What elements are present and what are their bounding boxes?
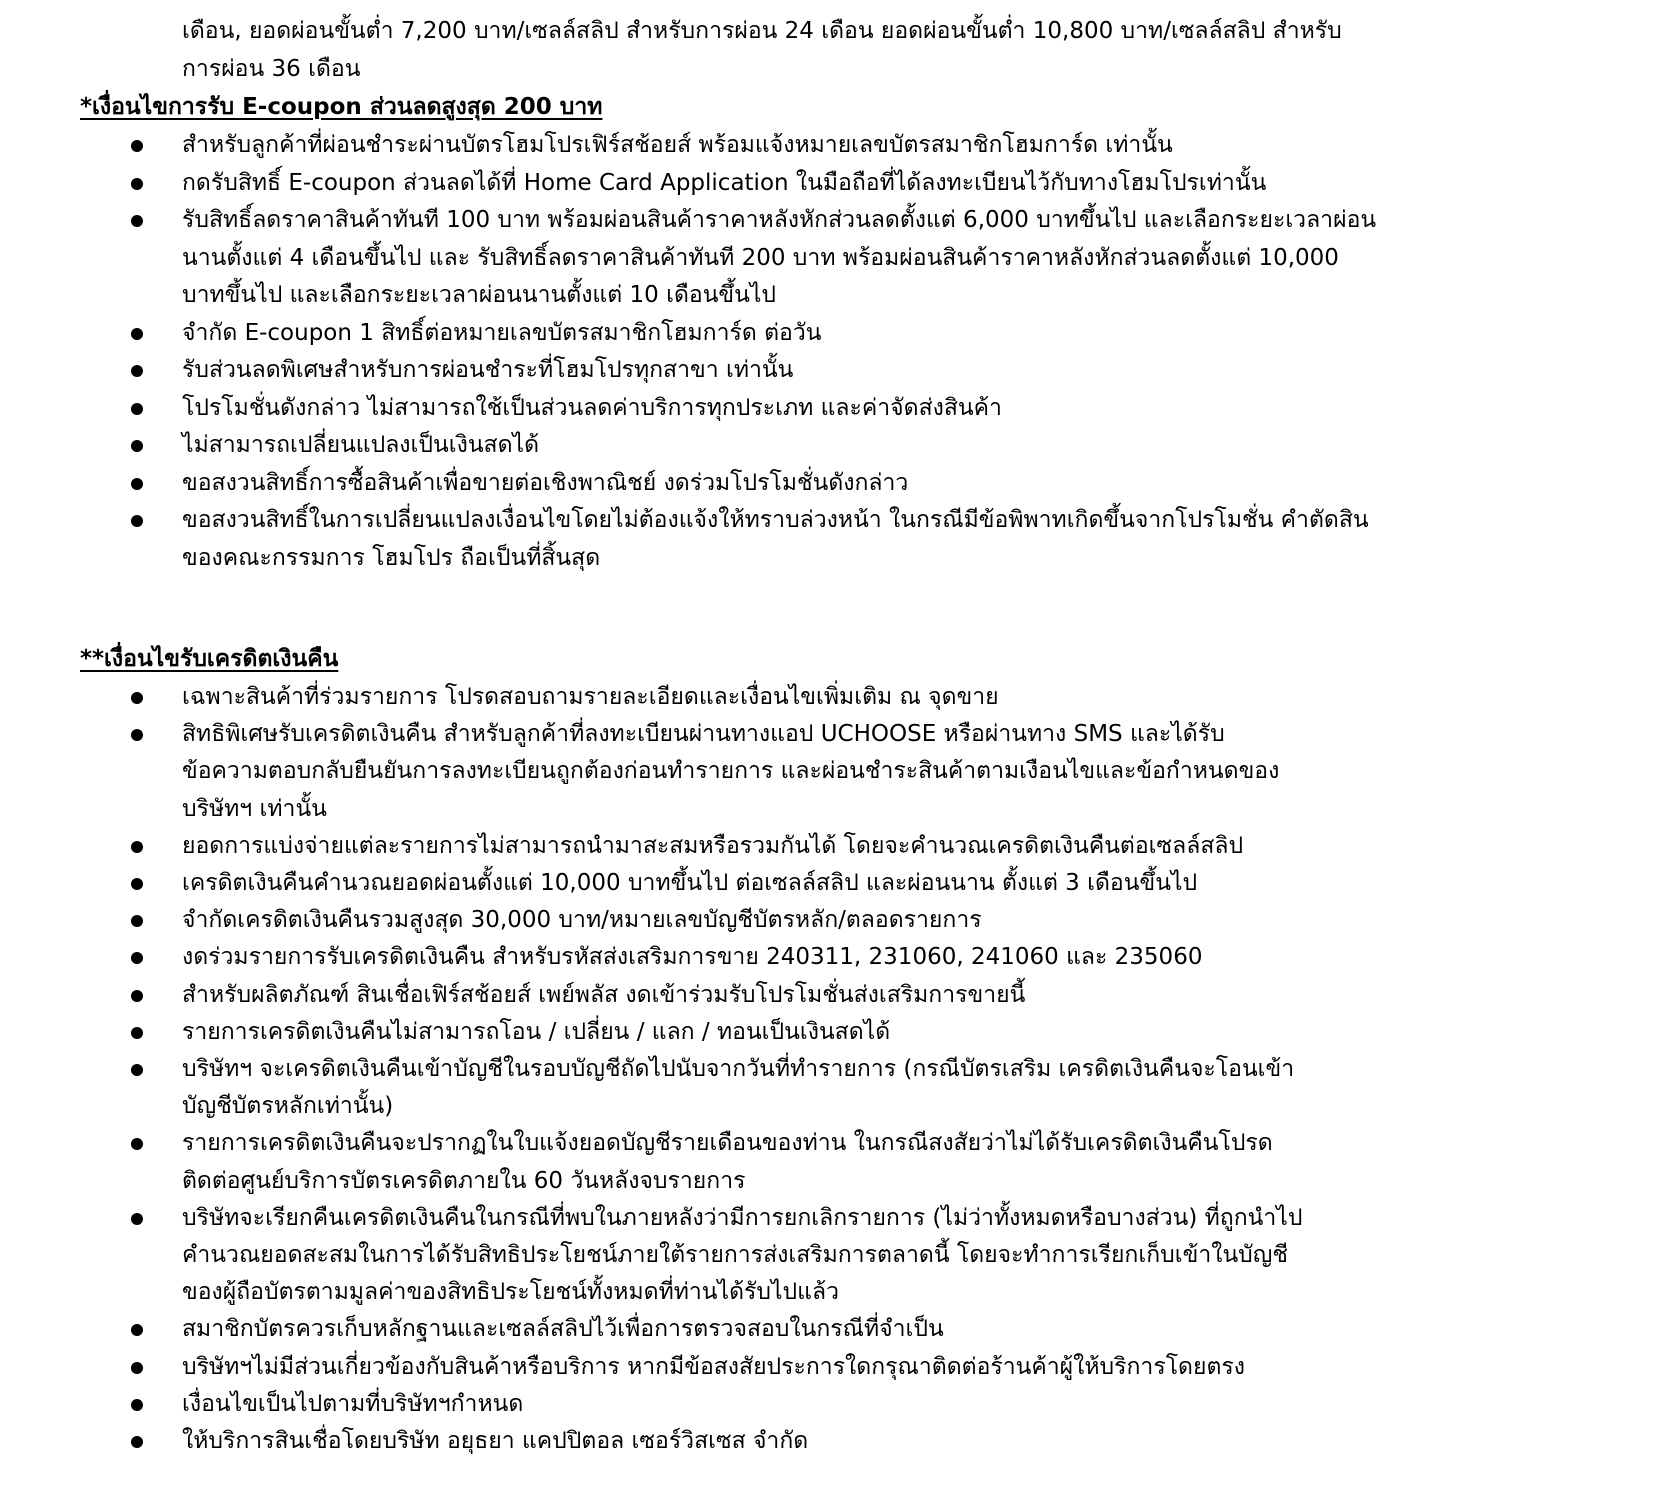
list-item-text: จำกัด E-coupon 1 สิทธิ์ต่อหมายเลขบัตรสมาชิกโฮมการ์ด ต่อวัน [182,319,822,346]
list-item-text: ขอสงวนสิทธิ์ในการเปลี่ยนแปลงเงื่อนไขโดยไม่ต้องแจ้งให้ทราบล่วงหน้า ในกรณีมีข้อพิพาทเกิดขึ้นจากโปรโมชั่น คำตัดสิน [182,507,1369,533]
list-item-text: สำหรับผลิตภัณฑ์ สินเชื่อเฟิร์สช้อยส์ เพย์พลัส งดเข้าร่วมรับโปรโมชั่นส่งเสริมการขายนี้ [182,981,1026,1008]
bullet-icon [131,1027,143,1039]
list-item-text: ของคณะกรรมการ โฮมโปร ถือเป็นที่สิ้นสุด [182,544,601,571]
bullet-icon [131,215,143,227]
list-item-text: รับสิทธิ์ลดราคาสินค้าทันที 100 บาท พร้อมผ่อนสินค้าราคาหลังหักส่วนลดตั้งแต่ 6,000 บาทขึ้นไป และเลือกระยะเวลาผ่อน [182,207,1377,233]
list-item-text: ยอดการแบ่งจ่ายแต่ละรายการไม่สามารถนำมาสะสมหรือรวมกันได้ โดยจะคำนวณเครดิตเงินคืนต่อเซลล์สลิป [182,832,1244,859]
bullet-icon [131,365,143,377]
list-item-text: บัญชีบัตรหลักเท่านั้น) [182,1093,394,1120]
list-item-text: โปรโมชั่นดังกล่าว ไม่สามารถใช้เป็นส่วนลดค่าบริการทุกประเภท และค่าจัดส่งสินค้า [182,394,1002,421]
bullet-icon [131,952,143,964]
list-item-text: สมาชิกบัตรควรเก็บหลักฐานและเซลล์สลิปไว้เพื่อการตรวจสอบในกรณีที่จำเป็น [182,1316,944,1343]
bullet-icon [131,1064,143,1076]
list-item-text: ของผู้ถือบัตรตามมูลค่าของสิทธิประโยชน์ทั้งหมดที่ท่านได้รับไปแล้ว [182,1279,839,1306]
bullet-icon [131,692,143,704]
bullet-icon [131,478,143,490]
bullet-icon [131,1399,143,1411]
bullet-icon [131,328,143,340]
list-item-text: บริษัทฯไม่มีส่วนเกี่ยวข้องกับสินค้าหรือบริการ หากมีข้อสงสัยประการใดกรุณาติดต่อร้านค้าผู้ให้บริการโดยตรง [182,1353,1245,1380]
bullet-icon [131,1324,143,1336]
bullet-icon [131,1436,143,1448]
list-item-text: รายการเครดิตเงินคืนไม่สามารถโอน / เปลี่ยน / แลก / ทอนเป็นเงินสดได้ [182,1018,891,1045]
list-item-text: งดร่วมรายการรับเครดิตเงินคืน สำหรับรหัสส่งเสริมการขาย 240311, 231060, 241060 และ 235060 [182,944,1203,971]
bullet-icon [131,515,143,527]
cashback-section-heading: **เงื่อนไขรับเครดิตเงินคืน [80,646,339,672]
list-item-text: เครดิตเงินคืนคำนวณยอดผ่อนตั้งแต่ 10,000 บาทขึ้นไป ต่อเซลล์สลิป และผ่อนนาน ตั้งแต่ 3 เดือนขึ้นไป [182,870,1198,896]
intro-line: เดือน, ยอดผ่อนขั้นต่ำ 7,200 บาท/เซลล์สลิป สำหรับการผ่อน 24 เดือน ยอดผ่อนขั้นต่ำ 10,800 บาท/เซลล์สลิป สำหรับ [182,18,1342,44]
bullet-icon [131,178,143,190]
bullet-icon [131,915,143,927]
list-item-text: กดรับสิทธิ์ E-coupon ส่วนลดได้ที่ Home Card Application ในมือถือที่ได้ลงทะเบียนไว้กับทางโฮมโปรเท่านั้น [182,169,1267,196]
list-item-text: สิทธิพิเศษรับเครดิตเงินคืน สำหรับลูกค้าที่ลงทะเบียนผ่านทางแอป UCHOOSE หรือผ่านทาง SMS และได้รับ [182,721,1225,748]
bullet-icon [131,878,143,890]
list-item-text: เงื่อนไขเป็นไปตามที่บริษัทฯกำหนด [182,1390,524,1417]
list-item-text: รับส่วนลดพิเศษสำหรับการผ่อนชำระที่โฮมโปรทุกสาขา เท่านั้น [182,357,794,383]
list-item-text: บริษัทจะเรียกคืนเครดิตเงินคืนในกรณีที่พบในภายหลังว่ามีการยกเลิกรายการ (ไม่ว่าทั้งหมดหรือบางส่วน) ที่ถูกนำไป [182,1204,1303,1231]
bullet-icon [131,990,143,1002]
list-item-text: บริษัทฯ จะเครดิตเงินคืนเข้าบัญชีในรอบบัญชีถัดไปนับจากวันที่ทำรายการ (กรณีบัตรเสริม เครดิตเงินคืนจะโอนเข้า [182,1056,1295,1082]
list-item-text: รายการเครดิตเงินคืนจะปรากฏในใบแจ้งยอดบัญชีรายเดือนของท่าน ในกรณีสงสัยว่าไม่ได้รับเครดิตเงินคืนโปรด [182,1130,1273,1157]
bullet-icon [131,140,143,152]
ecoupon-section-heading: *เงื่อนไขการรับ E-coupon ส่วนลดสูงสุด 200 บาท [80,94,603,120]
list-item-text: จำกัดเครดิตเงินคืนรวมสูงสุด 30,000 บาท/หมายเลขบัญชีบัตรหลัก/ตลอดรายการ [182,907,982,934]
list-item-text: ขอสงวนสิทธิ์การซื้อสินค้าเพื่อขายต่อเชิงพาณิชย์ งดร่วมโปรโมชั่นดังกล่าว [182,469,909,496]
list-item-text: สำหรับลูกค้าที่ผ่อนชำระผ่านบัตรโฮมโปรเฟิร์สช้อยส์ พร้อมแจ้งหมายเลขบัตรสมาชิกโฮมการ์ด เท่านั้น [182,132,1173,158]
bullet-icon [131,403,143,415]
list-item-text: ให้บริการสินเชื่อโดยบริษัท อยุธยา แคปปิตอล เซอร์วิสเซส จำกัด [182,1428,809,1454]
bullet-icon [131,729,143,741]
bullet-icon [131,841,143,853]
list-item-text: คำนวณยอดสะสมในการได้รับสิทธิประโยชน์ภายใต้รายการส่งเสริมการตลาดนี้ โดยจะทำการเรียกเก็บเข้าในบัญชี [182,1242,1288,1268]
list-item-text: บาทขึ้นไป และเลือกระยะเวลาผ่อนนานตั้งแต่ 10 เดือนขึ้นไป [182,282,777,308]
list-item-text: บริษัทฯ เท่านั้น [182,795,327,822]
bullet-icon [131,1213,143,1225]
bullet-icon [131,440,143,452]
list-item-text: ไม่สามารถเปลี่ยนแปลงเป็นเงินสดได้ [182,432,540,458]
list-item-text: นานตั้งแต่ 4 เดือนขึ้นไป และ รับสิทธิ์ลดราคาสินค้าทันที 200 บาท พร้อมผ่อนสินค้าราคาหลังหักส่วนลดตั้งแต่ 10,000 [182,244,1339,271]
list-item-text: เฉพาะสินค้าที่ร่วมรายการ โปรดสอบถามรายละเอียดและเงื่อนไขเพิ่มเติม ณ จุดขาย [182,684,999,710]
bullet-icon [131,1138,143,1150]
list-item-text: ข้อความตอบกลับยืนยันการลงทะเบียนถูกต้องก่อนทำรายการ และผ่อนชำระสินค้าตามเงือนไขและข้อกำหนดของ [182,758,1280,785]
list-item-text: ติดต่อศูนย์บริการบัตรเครดิตภายใน 60 วันหลังจบรายการ [182,1167,746,1194]
bullet-icon [131,1362,143,1374]
intro-line: การผ่อน 36 เดือน [182,56,361,82]
